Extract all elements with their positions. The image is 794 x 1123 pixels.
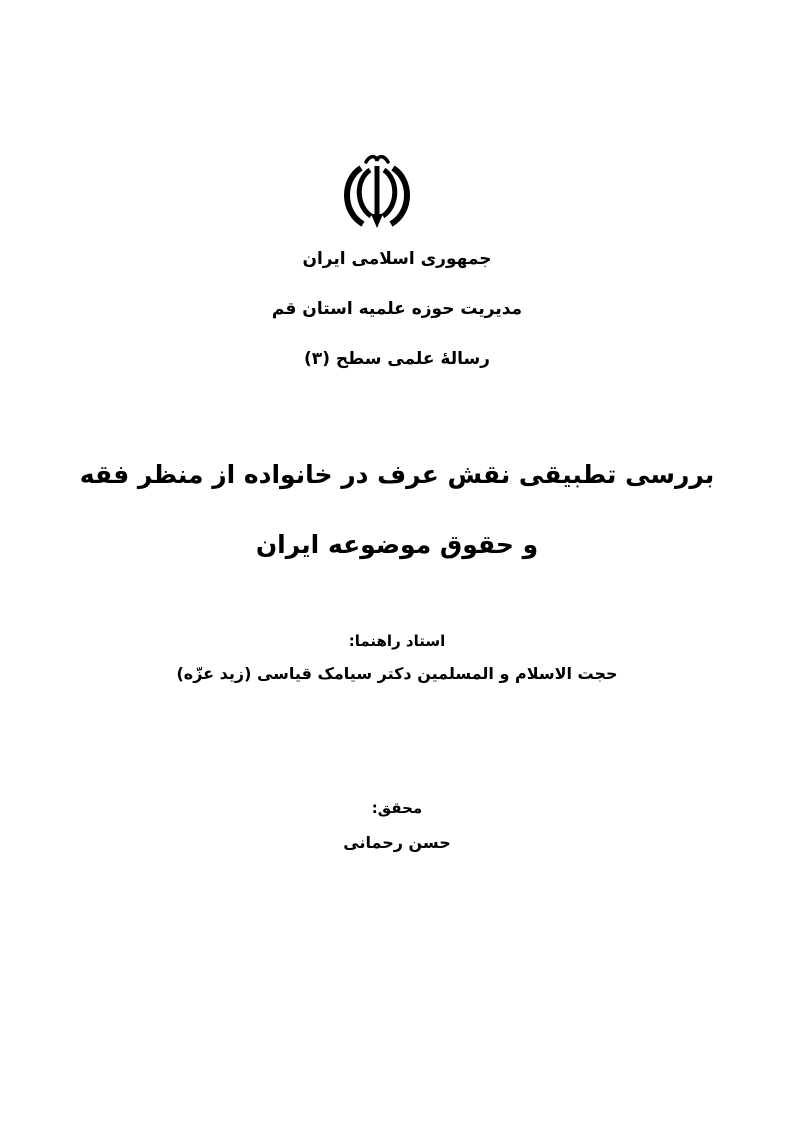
institution-name: مدیریت حوزه علمیه استان قم xyxy=(271,299,523,319)
thesis-level: رسالهٔ علمی سطح (۳) xyxy=(304,349,490,369)
researcher-label: محقق: xyxy=(371,799,423,817)
thesis-title-line-1: بررسی تطبیقی نقش عرف در خانواده از منظر فقه xyxy=(79,460,715,489)
thesis-title-line-2: و حقوق موضوعه ایران xyxy=(255,530,539,559)
supervisor-label: استاد راهنما: xyxy=(348,632,446,650)
iran-emblem-icon xyxy=(339,152,415,234)
researcher-name: حسن رحمانی xyxy=(343,833,451,852)
country-name: جمهوری اسلامی ایران xyxy=(302,249,492,269)
supervisor-name: حجت الاسلام و المسلمین دکتر سیامک قیاسی (زید عزّه) xyxy=(176,664,618,683)
